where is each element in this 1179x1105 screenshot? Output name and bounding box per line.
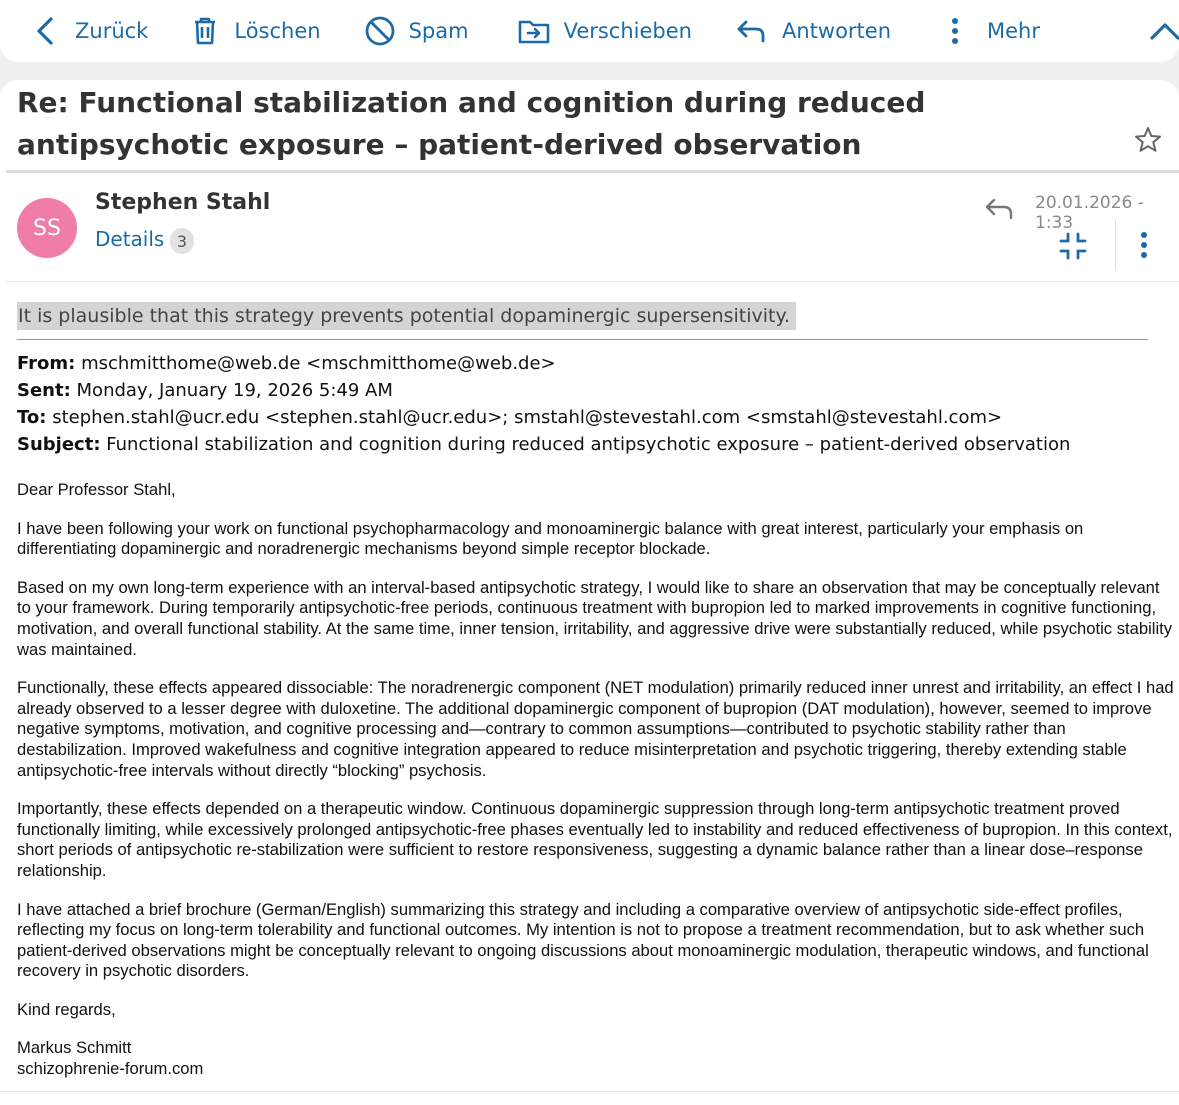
toolbar [0, 0, 1179, 62]
details-link[interactable]: Details [95, 227, 165, 251]
quoted-from-row [17, 350, 1070, 377]
previous-message-button[interactable] [1149, 0, 1179, 62]
body-paragraph: I have been following your work on functional psychopharmacology and monoaminergic balance with great interest, particularly your emphasis on differentiating dopaminergic and noradrenergic mechanisms beyond simple receptor blockade. [17, 518, 1084, 559]
star-icon[interactable] [1134, 126, 1162, 158]
subject-label: Subject: [17, 434, 101, 455]
chevron-up-icon [1149, 21, 1179, 41]
sent-label: Sent: [17, 380, 71, 401]
chevron-left-icon [34, 16, 56, 46]
meta-divider [6, 281, 1179, 282]
signature-website: schizophrenie-forum.com [17, 1059, 204, 1079]
quoted-to-row [17, 404, 1070, 431]
avatar: SS [17, 198, 77, 258]
reply-label: Antworten [781, 19, 892, 43]
collapse-icon[interactable] [1058, 231, 1088, 265]
trash-icon [192, 16, 218, 46]
back-button[interactable] [34, 0, 148, 62]
message-subject: Re: Functional stabilization and cognition during reduced antipsychotic exposure – patient-derived observation [17, 86, 926, 161]
from-value: mschmitthome@web.de <mschmitthome@web.de> [81, 353, 556, 374]
move-to-folder-icon [518, 17, 550, 45]
to-label: To: [17, 407, 47, 428]
greeting: Dear Professor Stahl, [17, 480, 176, 499]
signature [17, 1038, 1177, 1079]
signature-name: Markus Schmitt [17, 1038, 132, 1058]
message-body [17, 480, 1177, 1080]
delete-label: Löschen [234, 19, 321, 43]
to-value: stephen.stahl@ucr.edu <stephen.stahl@ucr.edu>; smstahl@stevestahl.com <smstahl@stevestahl.com> [52, 407, 1003, 428]
body-paragraph: Functionally, these effects appeared dissociable: The noradrenergic component (NET modulation) primarily reduced inner unrest and irritability, an effect I had already observed to a lesser degree with duloxetine. The additional dopaminergic component of bupropion (DAT modulation), however, seemed to improve negative symptoms, motivation, and cognitive processing and—contrary to common assumptions—contributed to psychotic stability rather than destabilization. Improved wakefulness and cognitive integration appeared to reduce misinterpretation and psychotic triggering, thereby extending stable antipsychotic-free intervals without directly “blocking” psychosis. [17, 678, 1174, 780]
subject-value: Functional stabilization and cognition during reduced antipsychotic exposure – patient-derived observation [106, 434, 1071, 455]
action-separator [1115, 220, 1116, 270]
quote-divider [17, 339, 1148, 340]
more-button[interactable] [951, 0, 1040, 62]
reply-icon[interactable] [984, 196, 1014, 224]
more-label: Mehr [987, 19, 1040, 43]
sent-value: Monday, January 19, 2026 5:49 AM [76, 380, 393, 401]
body-paragraph: Based on my own long-term experience with an interval-based antipsychotic strategy, I would like to share an observation that may be conceptually relevant to your framework. During temporarily antipsychotic-free periods, continuous treatment with bupropion led to marked improvements in cognitive functioning, motivation, and overall functional stability. At the same time, inner tension, irritability, and aggressive drive were substantially reduced, while psychotic stability was maintained. [17, 577, 1173, 659]
spam-label: Spam [408, 19, 469, 43]
reply-button[interactable] [736, 0, 891, 62]
block-icon [364, 15, 396, 47]
sender-name: Stephen Stahl [95, 190, 271, 215]
closing: Kind regards, [17, 999, 116, 1019]
delete-button[interactable] [192, 0, 320, 62]
quoted-sent-row [17, 377, 1070, 404]
spam-button[interactable] [364, 0, 469, 62]
more-vertical-icon [951, 17, 959, 45]
reply-icon [736, 18, 766, 44]
more-vertical-icon[interactable] [1140, 230, 1148, 264]
recipient-count-badge: 3 [170, 228, 194, 254]
quoted-subject-row [17, 431, 1070, 458]
back-label: Zurück [75, 19, 149, 43]
move-button[interactable] [518, 0, 692, 62]
message-date: 20.01.2026 - 1:33 [1035, 193, 1144, 233]
footer-divider [0, 1091, 1179, 1092]
body-paragraph: I have attached a brief brochure (German/English) summarizing this strategy and including a comparative overview of antipsychotic side-effect profiles, reflecting my focus on long-term tolerability and functional outcomes. My intention is not to propose a treatment recommendation, but to ask whether such patient-derived observations might be conceptually relevant to ongoing discussions about monoaminergic modulation, therapeutic windows, and functional recovery in psychotic disorders. [17, 899, 1149, 981]
quoted-header [17, 350, 1070, 458]
from-label: From: [17, 353, 76, 374]
header-divider [6, 170, 1179, 173]
highlighted-reply-text: It is plausible that this strategy prevents potential dopaminergic supersensitivity. [17, 302, 796, 330]
move-label: Verschieben [563, 19, 692, 43]
body-paragraph: Importantly, these effects depended on a therapeutic window. Continuous dopaminergic suppression through long-term antipsychotic treatment proved functionally limiting, while excessively prolonged antipsychotic-free phases eventually led to instability and reduced effectiveness of bupropion. In this context, short periods of antipsychotic re-stabilization were sufficient to restore responsiveness, suggesting a dynamic balance rather than a linear dose–response relationship. [17, 799, 1173, 880]
